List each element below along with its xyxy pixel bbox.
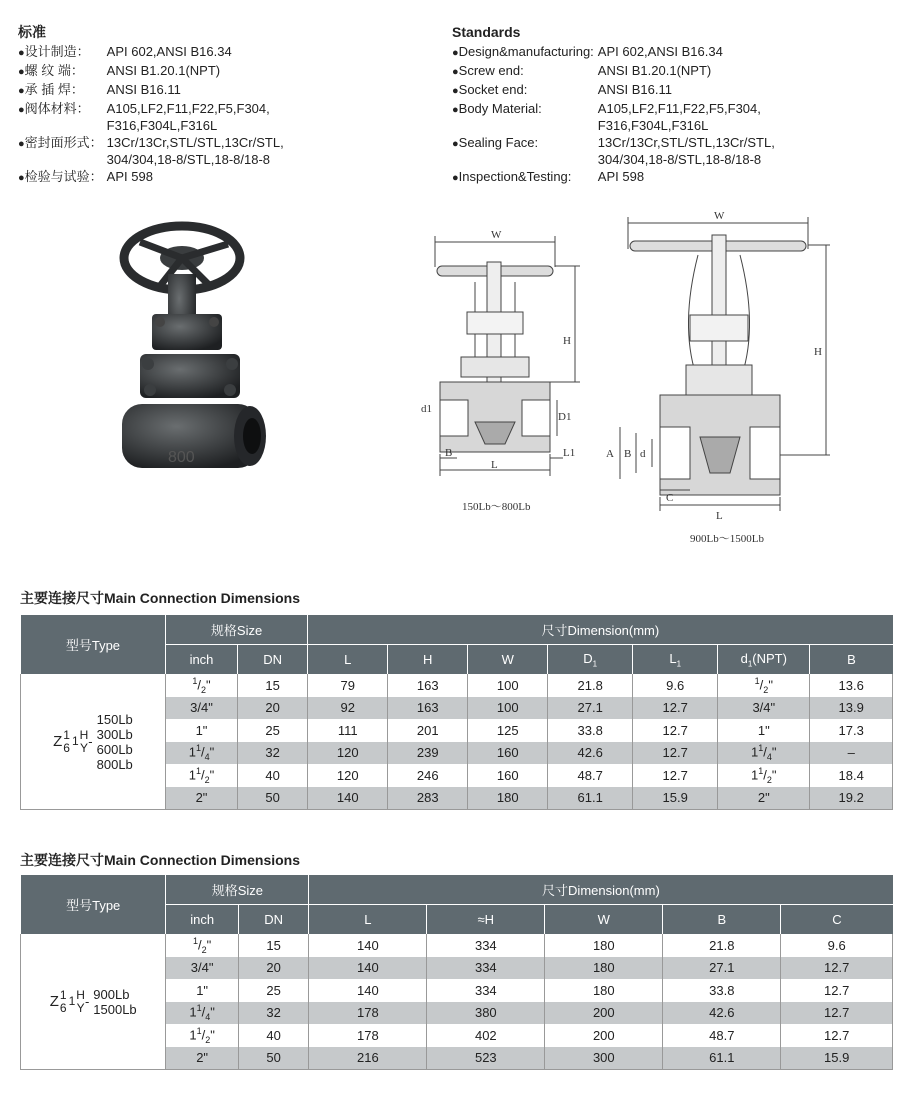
standard-value: [107, 43, 284, 62]
standard-row: [18, 168, 284, 187]
table-cell: 12.7: [633, 764, 718, 787]
model-sup2: 1: [68, 994, 76, 1008]
table-cell: 3/4": [166, 957, 239, 980]
standard-key-text: 检验与试验：: [24, 169, 103, 184]
standard-value-line: ANSI B16.11: [106, 82, 181, 97]
table-cell: 3/4": [718, 697, 810, 720]
table-cell: 9.6: [633, 674, 718, 697]
dim-b-label: B: [445, 447, 453, 459]
drawing-900-1500lb: [600, 205, 840, 525]
standard-value-line: API 602,ANSI B16.34: [597, 44, 723, 59]
standard-row: [452, 81, 775, 100]
table-cell: 523: [427, 1047, 545, 1070]
standard-key-text: Body Material:: [458, 101, 542, 116]
caption-900-1500lb: 900Lb～1500Lb: [690, 533, 764, 545]
table-cell: 180: [545, 979, 663, 1002]
table-cell: 200: [545, 1002, 663, 1025]
standard-row: [18, 100, 284, 134]
table-cell: 13.9: [810, 697, 893, 720]
standard-value: [107, 134, 284, 168]
standard-key-text: Inspection&Testing:: [458, 169, 572, 184]
model-designation: [53, 712, 133, 772]
standard-value: [107, 81, 284, 100]
dimension-table-900-1500lb: [20, 874, 893, 1070]
standard-key-text: 密封面形式：: [24, 135, 103, 150]
table-cell: 19.2: [810, 787, 893, 810]
table1-title: 主要连接尺寸Main Connection Dimensions: [20, 590, 301, 606]
table-cell: 61.1: [663, 1047, 781, 1070]
standards-cn-list: [18, 43, 284, 187]
standard-key: [18, 62, 107, 81]
table-cell: 12.7: [781, 1024, 893, 1047]
standard-value-line: 304/304,18-8/STL,18-8/18-8: [106, 152, 271, 167]
standard-value: [598, 81, 775, 100]
valve-photo: [110, 214, 270, 504]
table-cell: 13.6: [810, 674, 893, 697]
table-cell: $1^1/_2$": [165, 764, 237, 787]
col-header-2: L: [308, 645, 388, 675]
bullet-icon: ●: [452, 104, 459, 116]
table-cell: 50: [238, 787, 308, 810]
model-cell: [21, 674, 166, 810]
dimension-table-150-800lb: [20, 614, 893, 810]
standard-value: [598, 168, 775, 187]
model-cell: [21, 934, 166, 1070]
table-cell: 200: [545, 1024, 663, 1047]
model-z: Z: [49, 993, 59, 1010]
standard-value-line: ANSI B1.20.1(NPT): [106, 63, 221, 78]
standards-en: [452, 24, 775, 187]
bullet-icon: ●: [18, 66, 25, 78]
table-cell: 178: [309, 1002, 427, 1025]
table-cell: 12.7: [781, 979, 893, 1002]
model-h: H: [79, 727, 89, 742]
table-cell: 3/4": [165, 697, 237, 720]
table-cell: 178: [309, 1024, 427, 1047]
table-cell: 111: [308, 719, 388, 742]
table-cell: 216: [309, 1047, 427, 1070]
col-header-1: DN: [238, 645, 308, 675]
standard-value-line: API 598: [597, 169, 645, 184]
table-cell: 2": [165, 787, 237, 810]
standard-value: [107, 168, 284, 187]
model-classes: [97, 712, 133, 772]
model-sup: 1: [63, 727, 70, 742]
dim-L1-label: L1: [563, 447, 576, 459]
model-class: 600Lb: [96, 741, 133, 757]
dim-l2-label: L: [716, 510, 723, 522]
table-cell: 33.8: [663, 979, 781, 1002]
standards-en-list: [452, 43, 775, 187]
bullet-icon: ●: [18, 172, 25, 184]
standard-row: [18, 62, 284, 81]
model-digits: [60, 989, 67, 1015]
standard-value-line: A105,LF2,F11,F22,F5,F304,: [597, 101, 761, 116]
table-cell: 15: [238, 934, 308, 957]
table-cell: 334: [427, 957, 545, 980]
model-class: 900Lb: [93, 986, 130, 1002]
table-cell: 2": [718, 787, 810, 810]
table-cell: 163: [388, 697, 468, 720]
table-cell: 42.6: [548, 742, 633, 765]
standard-key: [18, 81, 107, 100]
standard-value: [598, 100, 775, 134]
model-class: 1500Lb: [93, 1001, 137, 1017]
table-cell: $1^1/_2$": [166, 1024, 239, 1047]
table-cell: 334: [427, 934, 545, 957]
table-cell: 239: [388, 742, 468, 765]
col-header-6: C: [781, 905, 893, 935]
table-cell: 20: [238, 697, 308, 720]
col-header-0: inch: [166, 905, 239, 935]
model-y: Y: [79, 740, 88, 755]
col-header-4: W: [545, 905, 663, 935]
standard-key-text: Socket end:: [458, 82, 528, 97]
table-cell: 15.9: [633, 787, 718, 810]
table-cell: 48.7: [548, 764, 633, 787]
table-cell: 25: [238, 979, 308, 1002]
table-cell: 12.7: [781, 1002, 893, 1025]
standard-row: [452, 43, 775, 62]
table-cell: 42.6: [663, 1002, 781, 1025]
col-header-4: W: [468, 645, 548, 675]
table-cell: 100: [468, 674, 548, 697]
standard-value: [107, 62, 284, 81]
standard-value-line: ANSI B16.11: [597, 82, 672, 97]
table-cell: 50: [238, 1047, 308, 1070]
standards-en-title: Standards: [452, 24, 521, 40]
standard-key: [452, 81, 598, 100]
standard-row: [18, 81, 284, 100]
col-header-3: ≈H: [427, 905, 545, 935]
standard-key-text: Design&manufacturing:: [458, 44, 594, 59]
table-cell: 180: [468, 787, 548, 810]
table-cell: 40: [238, 764, 308, 787]
standard-value-line: ANSI B1.20.1(NPT): [597, 63, 712, 78]
model-class: 300Lb: [96, 726, 133, 742]
dim-D1-label: D1: [558, 411, 572, 423]
col-header-3: H: [388, 645, 468, 675]
table-cell: 33.8: [548, 719, 633, 742]
standard-row: [18, 43, 284, 62]
size-header: 规格Size: [166, 875, 309, 905]
table-cell: 125: [468, 719, 548, 742]
standard-value-line: API 598: [106, 169, 153, 184]
standard-value-line: 13Cr/13Cr,STL/STL,13Cr/STL,: [597, 135, 775, 150]
standard-value-line: 13Cr/13Cr,STL/STL,13Cr/STL,: [106, 135, 284, 150]
bullet-icon: ●: [452, 85, 459, 97]
table-cell: 21.8: [548, 674, 633, 697]
dim-l-label: L: [491, 459, 498, 471]
table-row: [21, 934, 893, 957]
col-header-0: inch: [165, 645, 237, 675]
table-cell: $1^1/_2$": [718, 764, 810, 787]
bullet-icon: ●: [452, 172, 459, 184]
casting-mark: 800: [168, 449, 195, 466]
caption-150-800lb: 150Lb～800Lb: [462, 501, 531, 513]
standard-key: [18, 168, 107, 187]
standard-value: [598, 62, 775, 81]
model-sup: 1: [59, 987, 67, 1002]
type-header: 型号Type: [21, 615, 166, 675]
dim-w-label: W: [491, 229, 502, 241]
table-cell: 32: [238, 742, 308, 765]
standard-key-text: Sealing Face:: [458, 135, 539, 150]
table-cell: 120: [308, 742, 388, 765]
table-cell: $1^1/_4$": [718, 742, 810, 765]
size-header: 规格Size: [165, 615, 307, 645]
header-row: [21, 875, 893, 905]
table-cell: 1": [718, 719, 810, 742]
standard-key-text: 螺 纹 端：: [24, 63, 84, 78]
dim-dd-label: d: [640, 448, 646, 460]
model-sub: 6: [63, 740, 70, 755]
dim-w2-label: W: [714, 210, 725, 222]
table-cell: 380: [427, 1002, 545, 1025]
table-cell: 140: [309, 957, 427, 980]
table-cell: 12.7: [781, 957, 893, 980]
standard-key-text: 设计制造：: [24, 44, 90, 59]
table-cell: $^1/_2$": [718, 674, 810, 697]
table-cell: 120: [308, 764, 388, 787]
model-classes: [93, 987, 136, 1017]
model-z: Z: [53, 733, 63, 750]
standard-row: [452, 100, 775, 134]
standard-value-line: F316,F304L,F316L: [106, 118, 218, 133]
standard-row: [18, 134, 284, 168]
table-cell: 140: [309, 934, 427, 957]
standards-cn-title: 标准: [18, 24, 46, 40]
table-cell: 18.4: [810, 764, 893, 787]
table-cell: 21.8: [663, 934, 781, 957]
model-h: H: [76, 987, 85, 1002]
model-sup2: 1: [71, 734, 79, 748]
dim-h-label: H: [563, 335, 571, 347]
standard-value-line: A105,LF2,F11,F22,F5,F304,: [106, 101, 270, 116]
table-cell: 2": [166, 1047, 239, 1070]
dimension-header: 尺寸Dimension(mm): [308, 615, 893, 645]
table-cell: 140: [309, 979, 427, 1002]
standard-key-text: 承 插 焊：: [24, 82, 84, 97]
drawing-150-800lb: [415, 222, 590, 490]
table-cell: 180: [545, 957, 663, 980]
standard-key: [452, 62, 598, 81]
table2-title: 主要连接尺寸Main Connection Dimensions: [20, 852, 301, 868]
col-header-5: B: [663, 905, 781, 935]
col-header-2: L: [309, 905, 427, 935]
table-cell: 79: [308, 674, 388, 697]
table-cell: 163: [388, 674, 468, 697]
table-cell: 160: [468, 742, 548, 765]
table-row: [21, 674, 893, 697]
type-header: 型号Type: [21, 875, 166, 935]
bullet-icon: ●: [18, 104, 25, 116]
table-cell: $1^1/_4$": [165, 742, 237, 765]
dim-c-label: C: [666, 492, 674, 504]
table-cell: 12.7: [633, 742, 718, 765]
table-cell: 17.3: [810, 719, 893, 742]
bullet-icon: ●: [18, 138, 25, 150]
model-designation: [50, 987, 137, 1017]
standard-key: [452, 43, 598, 62]
model-digits2: [69, 995, 76, 1008]
table-cell: 25: [238, 719, 308, 742]
model-class: 150Lb: [96, 711, 133, 727]
standards-cn: [18, 24, 284, 187]
col-header-1: DN: [238, 905, 308, 935]
model-y: Y: [76, 1000, 85, 1015]
standard-key: [452, 168, 598, 187]
col-header-5: $D_1$: [548, 645, 633, 675]
table-cell: 61.1: [548, 787, 633, 810]
table-cell: 48.7: [663, 1024, 781, 1047]
standard-row: [452, 134, 775, 168]
bullet-icon: ●: [452, 47, 459, 59]
model-dash: -: [84, 994, 90, 1009]
standard-value: [107, 100, 284, 134]
table-cell: 27.1: [548, 697, 633, 720]
table-cell: $1^1/_4$": [166, 1002, 239, 1025]
table-cell: 27.1: [663, 957, 781, 980]
table-cell: –: [810, 742, 893, 765]
standard-key: [18, 100, 107, 134]
model-hy: [76, 989, 85, 1015]
table-cell: 246: [388, 764, 468, 787]
standard-value-line: 304/304,18-8/STL,18-8/18-8: [597, 152, 762, 167]
table-cell: $^1/_2$": [165, 674, 237, 697]
col-header-7: $d_1(NPT)$: [718, 645, 810, 675]
standard-key-text: 阀体材料：: [24, 101, 90, 116]
standard-value: [598, 134, 775, 168]
table-cell: 92: [308, 697, 388, 720]
standard-value: [598, 43, 775, 62]
table-cell: 15: [238, 674, 308, 697]
standard-key: [18, 134, 107, 168]
table-cell: 100: [468, 697, 548, 720]
standard-row: [452, 62, 775, 81]
model-dash: -: [88, 734, 93, 749]
table-cell: 283: [388, 787, 468, 810]
dim-a-label: A: [606, 448, 614, 460]
table-cell: $^1/_2$": [166, 934, 239, 957]
table-cell: 140: [308, 787, 388, 810]
table-cell: 12.7: [633, 697, 718, 720]
standard-key: [18, 43, 107, 62]
table-cell: 160: [468, 764, 548, 787]
standard-key: [452, 134, 598, 168]
dim-h2-label: H: [814, 346, 822, 358]
table-cell: 180: [545, 934, 663, 957]
model-digits2: [72, 735, 79, 748]
model-hy: [80, 729, 89, 755]
standard-key: [452, 100, 598, 134]
model-sub: 6: [59, 1000, 67, 1015]
standard-value-line: API 602,ANSI B16.34: [106, 44, 232, 59]
header-row: [21, 615, 893, 645]
table-cell: 9.6: [781, 934, 893, 957]
table-cell: 1": [165, 719, 237, 742]
table-cell: 20: [238, 957, 308, 980]
table-cell: 15.9: [781, 1047, 893, 1070]
table-cell: 402: [427, 1024, 545, 1047]
col-header-8: B: [810, 645, 893, 675]
table-cell: 201: [388, 719, 468, 742]
dim-d1-label: d1: [421, 403, 432, 415]
bullet-icon: ●: [452, 66, 459, 78]
table-cell: 334: [427, 979, 545, 1002]
model-class: 800Lb: [96, 756, 133, 772]
model-digits: [63, 729, 70, 755]
standard-value-line: F316,F304L,F316L: [597, 118, 709, 133]
standard-row: [452, 168, 775, 187]
table-cell: 1": [166, 979, 239, 1002]
standard-key-text: Screw end:: [458, 63, 524, 78]
bullet-icon: ●: [18, 85, 25, 97]
dimension-header: 尺寸Dimension(mm): [309, 875, 893, 905]
bullet-icon: ●: [452, 138, 459, 150]
bullet-icon: ●: [18, 47, 25, 59]
table-cell: 32: [238, 1002, 308, 1025]
table-cell: 40: [238, 1024, 308, 1047]
col-header-6: $L_1$: [633, 645, 718, 675]
table-cell: 300: [545, 1047, 663, 1070]
table-cell: 12.7: [633, 719, 718, 742]
dim-b2-label: B: [624, 448, 632, 460]
